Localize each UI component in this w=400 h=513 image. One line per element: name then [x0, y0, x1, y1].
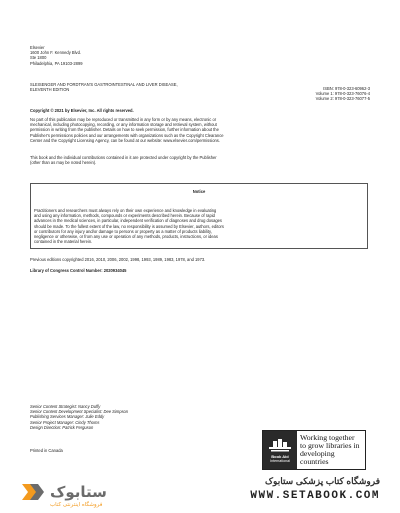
book-aid-mark	[263, 431, 297, 469]
rights-line: mechanical, including photocopying, recording, or any information storage and retrieval system, without	[30, 122, 217, 128]
notice-line: advances in the medical sciences, in particular, independent verification of diagnoses and drug dosages	[34, 218, 222, 224]
book-aid-logo-sub: International	[270, 459, 290, 463]
setabook-logo-graphic	[18, 478, 136, 508]
notice-body	[34, 208, 343, 244]
contrib-line: (other than as may be noted herein).	[30, 160, 97, 166]
book-aid-slogan	[297, 431, 365, 469]
notice-line: negligence or otherwise, or from any use or operation of any methods, products, instructions, or ideas	[34, 234, 218, 240]
notice-line: or contributors for any injury and/or damage to persons or property as a matter of products liability,	[34, 228, 212, 234]
isbn-main: ISBN: 978-0-323-60962-3	[323, 86, 370, 91]
book-tree-icon	[267, 437, 293, 453]
setabook-logo	[18, 478, 136, 508]
staff-credits	[30, 404, 128, 430]
publisher-name: Elsevier	[30, 45, 45, 50]
publisher-city: Philadelphia, PA 19103-2899	[30, 60, 83, 66]
staff-line: Design Direction: Patrick Ferguson	[30, 424, 94, 430]
isbn-block	[316, 86, 370, 102]
notice-line: contained in the material herein.	[34, 239, 93, 245]
book-aid-line: Working together	[300, 433, 355, 442]
staff-line: Senior Content Strategist: Nancy Duffy	[30, 404, 101, 409]
staff-line: Senior Content Development Specialist: Dee Simpson	[30, 409, 129, 415]
notice-line: Practitioners and researchers must always rely on their own experience and knowledge in evaluating	[34, 208, 217, 213]
notice-line: and using any information, methods, compounds or experiments described herein. Because of rapid	[34, 213, 215, 219]
previous-editions: Previous editions copyrighted 2016, 2010, 2006, 2002, 1998, 1993, 1989, 1983, 1978, and 1973.	[30, 257, 206, 262]
isbn-volume-1: Volume 1: 978-0-323-76076-4	[315, 91, 370, 97]
book-aid-line: developing countries	[300, 449, 335, 466]
rights-line: Center and the Copyright Licensing Agency, can be found at our website: www.elsevier.com/permissions.	[30, 137, 220, 143]
setabook-watermark	[250, 476, 380, 502]
book-aid-logo	[262, 430, 366, 470]
book-aid-logo-text: Book Aid	[271, 454, 289, 459]
rights-line: Publisher's permissions policies and our arrangements with organizations such as the Copyright Clearance	[30, 132, 224, 138]
lccn-line: Library of Congress Control Number: 2020934045	[30, 268, 127, 273]
notice-box	[30, 183, 368, 249]
publisher-address	[30, 45, 83, 66]
store-name: فروشگاه کتاب پزشکی ستابوک	[265, 476, 380, 486]
book-title-line1: SLEISENGER AND FORDTRAN'S GASTROINTESTINAL AND LIVER DISEASE,	[30, 82, 178, 87]
rights-line: No part of this publication may be reproduced or transmitted in any form or by any means, electronic or	[30, 117, 217, 122]
publisher-suite: Ste 1800	[30, 55, 47, 61]
notice-line: should be made. To the fullest extent of the law, no responsibility is assumed by Elsevier, authors, editors	[34, 223, 224, 229]
staff-line: Senior Project Manager: Cindy Thoms	[30, 419, 100, 425]
contrib-line: This book and the individual contributions contained in it are protected under copyright by the Publisher	[30, 155, 217, 160]
contributions-paragraph	[30, 155, 360, 165]
book-aid-line: to grow libraries in	[300, 441, 360, 450]
rights-paragraph	[30, 117, 360, 143]
store-url[interactable]: WWW.SETABOOK.COM	[250, 490, 380, 502]
setabook-logo-word: ستابوک	[50, 483, 107, 501]
printed-in: Printed in Canada	[30, 448, 63, 453]
rights-line: permission in writing from the publisher. Details on how to seek permission, further information about the	[30, 127, 219, 133]
copyright-line: Copyright © 2021 by Elsevier, Inc. All rights reserved.	[30, 108, 134, 113]
isbn-volume-2: Volume 2: 978-0-323-76077-5	[315, 96, 370, 102]
notice-heading: Notice	[192, 189, 206, 194]
setabook-logo-tagline: فروشگاه اینترنتی کتاب	[50, 502, 103, 508]
book-title-line2: ELEVENTH EDITION	[30, 87, 70, 93]
publisher-street: 1600 John F. Kennedy Blvd.	[30, 50, 81, 56]
staff-line: Publishing Services Manager: Julie Eddy	[30, 414, 105, 420]
